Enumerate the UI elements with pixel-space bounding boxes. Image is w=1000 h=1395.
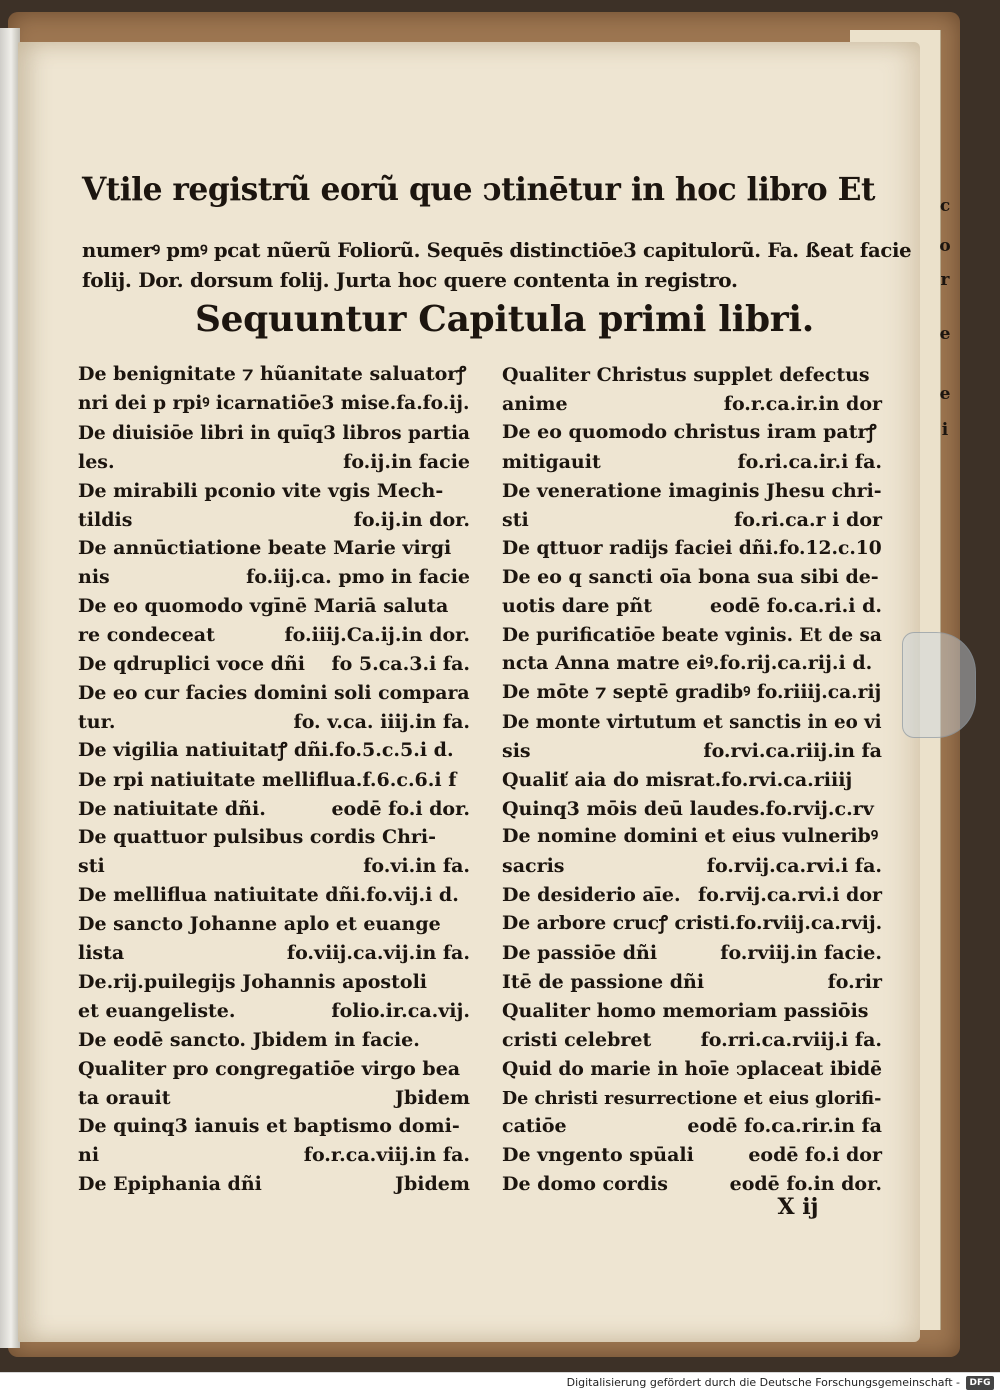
entry-text: De domo cordis <box>502 1173 668 1196</box>
intro-line: folij. Dor. dorsum folij. Jurta hoc quere contenta in registro. <box>82 268 738 292</box>
entry-text: De eo quomodo vgīnē Mariā saluta <box>78 595 449 618</box>
entry-text: sacris <box>502 855 565 878</box>
entry-text: ta orauit <box>78 1086 171 1109</box>
entry-text: ni <box>78 1144 100 1167</box>
footer-credit: Digitalisierung gefördert durch die Deutsche Forschungsgemeinschaft - <box>566 1376 960 1389</box>
entry-text: De purificatiōe beate vginis. Et de sa <box>502 625 882 647</box>
entry-text: De quinq3 ianuis et baptismo domi- <box>78 1115 460 1138</box>
entry-text: De monte virtutum et sanctis in eo vi <box>502 711 882 733</box>
page-title: Vtile registrũ eorũ que ↄtinētur in hoc libro Et <box>82 172 875 208</box>
entry-text: lista <box>78 942 125 964</box>
entry-text: De natiuitate dñi. <box>78 797 266 820</box>
entry-text: De passiōe dñi <box>502 942 658 964</box>
entry-text: catiōe <box>502 1115 567 1138</box>
entry-text: De veneratione imaginis Jhesu chri- <box>502 479 882 502</box>
entry-text: sti <box>502 508 529 531</box>
entry-folio-ref: fo.rvij.ca.rvi.i dor <box>697 884 882 907</box>
entry-folio-ref: fo 5.ca.3.i fa. <box>331 653 470 675</box>
entry-folio-ref: eodē fo.ca.ri.i d. <box>710 595 882 618</box>
entry-folio-ref: eodē fo.i dor. <box>331 797 470 820</box>
entry-text: Qualiť aia do misrat.fo.rvi.ca.riiij <box>502 768 853 791</box>
register-entry <box>502 1161 882 1195</box>
margin-fragment: o <box>939 236 951 256</box>
footer-bar <box>0 1372 1000 1395</box>
entry-text: De christi resurrectione et eius glorifi- <box>502 1088 882 1109</box>
entry-text: Itē de passione dñi <box>502 970 705 993</box>
entry-text: De rpi natiuitate melliflua.f.6.c.6.i f <box>78 768 457 791</box>
entry-text: De arbore crucꝭ cristi.fo.rviij.ca.rvij. <box>502 912 883 935</box>
entry-folio-ref: eodē fo.i dor <box>748 1144 882 1167</box>
entry-folio-ref: fo.ri.ca.r i dor <box>734 508 882 531</box>
entry-text: Qualiter homo memoriam passiōis <box>502 999 869 1022</box>
entry-folio-ref: eodē fo.in dor. <box>729 1173 882 1196</box>
margin-fragment: i <box>941 420 949 440</box>
entry-text: De annūctiatione beate Marie virgi <box>78 537 452 560</box>
margin-fragment: c <box>939 196 951 216</box>
entry-folio-ref: fo.r.ca.ir.in dor <box>723 392 882 415</box>
entry-text: les. <box>78 450 115 473</box>
entry-text: cristi celebret <box>502 1028 652 1051</box>
entry-text: uotis dare pñt <box>502 595 652 618</box>
entry-folio-ref: fo. v.ca. iiij.in fa. <box>293 710 470 733</box>
entry-folio-ref: fo.iiij.Ca.ij.in dor. <box>284 624 470 647</box>
intro-line: numerꝰ pmꝰ pcat nũerũ Foliorũ. Sequēs distinctiōe3 capitulorũ. Fa. ßeat facie <box>82 239 912 262</box>
entry-text: De benignitate ⁊ hũanitate saluatorꝭ <box>78 363 467 385</box>
entry-text: De eo cur facies domini soli compara <box>78 681 470 704</box>
entry-text: De mōte ⁊ septē gradibꝰ fo.riiij.ca.rij <box>502 680 882 703</box>
entry-text: De qttuor radijs faciei dñi.fo.12.c.10 <box>502 537 882 560</box>
dfg-logo-icon: DFG <box>966 1376 994 1390</box>
entry-folio-ref: fo.ij.in facie <box>343 450 470 473</box>
bookmark-tab <box>902 632 976 738</box>
entry-text: De diuisiōe libri in quīq3 libros partia <box>78 422 470 444</box>
entry-text: De.rij.puilegijs Johannis apostoli <box>78 970 428 993</box>
entry-text: De melliflua natiuitate dñi.fo.vij.i d. <box>78 884 459 907</box>
entry-text: nis <box>78 566 110 589</box>
entry-text: De mirabili pconio vite vgis Mech- <box>78 479 444 502</box>
entry-folio-ref: fo.vi.in fa. <box>363 855 470 878</box>
entry-folio-ref: fo.rri.ca.rviij.i fa. <box>700 1028 882 1051</box>
entry-text: De quattuor pulsibus cordis Chri- <box>78 826 437 849</box>
entry-text: De vigilia natiuitatꝭ dñi.fo.5.c.5.i d. <box>78 738 454 761</box>
entry-text: sti <box>78 855 105 878</box>
entry-text: De eo quomodo christus iram patrꝭ <box>502 420 877 443</box>
register-entry <box>78 1161 470 1195</box>
entry-folio-ref: Jbidem <box>395 1086 470 1109</box>
entry-text: tur. <box>78 710 116 733</box>
entry-text: anime <box>502 392 568 415</box>
entry-text: Quinq3 mōis deū laudes.fo.rvij.c.rv <box>502 797 874 820</box>
entry-text: De qdruplici voce dñi <box>78 653 305 675</box>
entry-text: sis <box>502 739 531 762</box>
entry-text: et euangeliste. <box>78 999 236 1022</box>
margin-fragment: r <box>940 270 950 290</box>
entry-text: re condeceat <box>78 624 215 647</box>
entry-text: nri dei p rpiꝰ icarnatiōe3 mise.fa.fo.ij. <box>78 392 470 414</box>
entry-text: De Epiphania dñi <box>78 1173 262 1196</box>
margin-fragment: e <box>939 324 951 344</box>
entry-folio-ref: fo.r.ca.viij.in fa. <box>303 1144 470 1167</box>
entry-text: tildis <box>78 508 133 531</box>
entry-folio-ref: fo.rviij.in facie. <box>720 942 882 964</box>
entry-text: De eo q sancti oīa bona sua sibi de- <box>502 566 879 589</box>
entry-text: De vngento spūali <box>502 1144 694 1167</box>
entry-folio-ref: fo.ij.in dor. <box>353 508 470 531</box>
entry-folio-ref: folio.ir.ca.vij. <box>331 999 470 1022</box>
entry-folio-ref: fo.viij.ca.vij.in fa. <box>286 942 470 964</box>
entry-text: De nomine domini et eius vulneribꝰ <box>502 825 879 848</box>
entry-folio-ref: Jbidem <box>395 1173 470 1196</box>
section-heading: Sequuntur Capitula primi libri. <box>195 298 814 340</box>
entry-folio-ref: fo.rvi.ca.riij.in fa <box>703 739 882 762</box>
entry-folio-ref: fo.rir <box>827 970 882 993</box>
entry-text: mitigauit <box>502 450 601 473</box>
entry-text: De sancto Johanne aplo et euange <box>78 913 441 936</box>
entry-text: De desiderio aīe. <box>502 884 681 907</box>
entry-text: ncta Anna matre eiꝰ.fo.rij.ca.rij.i d. <box>502 652 873 674</box>
signature-mark: X ij <box>777 1194 819 1220</box>
entry-text: Qualiter Christus supplet defectus <box>502 364 870 386</box>
entry-text: De eodē sancto. Jbidem in facie. <box>78 1028 420 1051</box>
page-edge-left <box>0 28 20 1348</box>
margin-fragment: e <box>939 384 951 404</box>
entry-text: Quid do marie in hoīe ↄplaceat ibidē <box>502 1057 882 1080</box>
entry-folio-ref: fo.iij.ca. pmo in facie <box>246 566 470 589</box>
entry-text: Qualiter pro congregatiōe virgo bea <box>78 1057 461 1080</box>
entry-folio-ref: eodē fo.ca.rir.in fa <box>687 1115 882 1138</box>
entry-folio-ref: fo.rvij.ca.rvi.i fa. <box>706 855 882 878</box>
entry-folio-ref: fo.ri.ca.ir.i fa. <box>737 450 882 473</box>
